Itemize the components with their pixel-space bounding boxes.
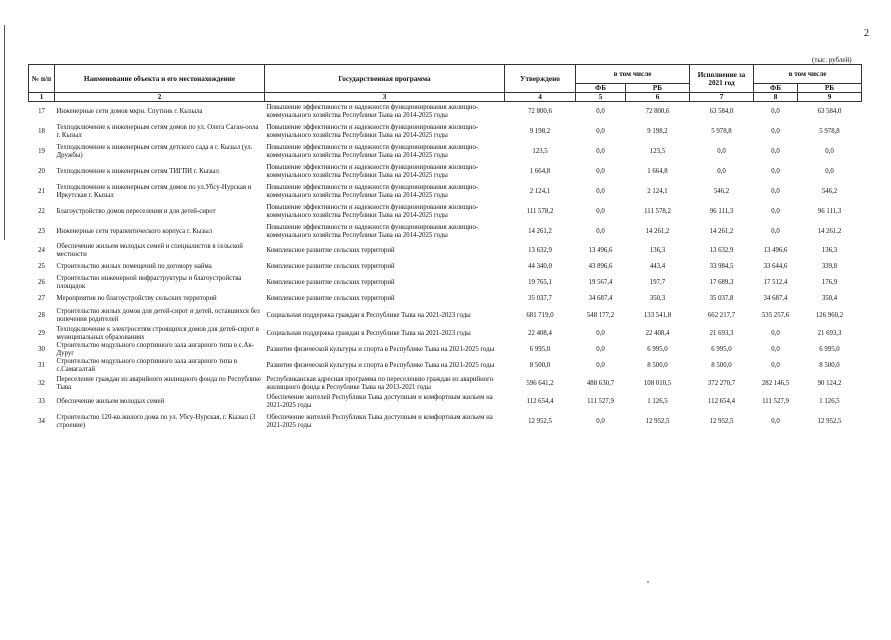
execution-value: 35 037,8	[709, 295, 734, 302]
rb-value: 72 800,6	[645, 108, 670, 115]
fb-value: 0,0	[596, 168, 605, 175]
object-name: Строительство 120-кв.жилого дома по ул. Убсу-Нурская, г. Кызыл (3 строение)	[56, 413, 256, 429]
col-number: 3	[265, 93, 505, 102]
exec-fb-value: 17 512,4	[763, 279, 788, 286]
fb-value: 0,0	[596, 346, 605, 353]
program-name: Обеспечение жителей Республики Тыва доступным и комфортным жильем на 2021-2025 годы	[266, 413, 493, 429]
rb-value: 1 664,8	[647, 168, 668, 175]
object-name: Техподключение к инженерным сетям детского сада в г. Кызыл (ул. Дружбы)	[56, 144, 253, 159]
exec-rb-value: 350,4	[821, 295, 838, 302]
exec-fb-value: 282 146,5	[761, 380, 790, 387]
units-label: (тыс. рублей)	[812, 56, 852, 64]
exec-fb-value: 0,0	[771, 362, 780, 369]
fb-value: 0,0	[596, 228, 605, 235]
row-number: 23	[38, 228, 45, 235]
program-name: Развитие физической культуры и спорта в Республике Тыва на 2021-2025 годы	[266, 346, 495, 353]
exec-fb-value: 0,0	[771, 148, 780, 155]
approved-value: 8 500,0	[529, 362, 551, 369]
table-row	[29, 222, 862, 242]
table-row	[29, 260, 862, 274]
table-row	[29, 374, 862, 394]
exec-rb-value: 14 261,2	[817, 228, 842, 235]
table-row	[29, 342, 862, 358]
approved-value: 111 578,2	[526, 208, 554, 215]
exec-fb-value: 0,0	[771, 168, 780, 175]
exec-rb-value: 1 126,5	[819, 398, 840, 405]
table-row	[29, 274, 862, 292]
objects-table	[28, 64, 862, 433]
rb-value: 2 124,1	[647, 188, 668, 195]
row-number: 24	[38, 247, 45, 254]
program-name: Социальная поддержка граждан в Республике Тыва на 2021-2023 годы	[266, 312, 471, 319]
row-number: 33	[38, 398, 45, 405]
execution-value: 33 984,5	[709, 263, 734, 270]
fb-value: 548 177,2	[586, 312, 615, 319]
fb-value: 0,0	[596, 417, 605, 425]
exec-rb-value: 63 584,0	[817, 108, 842, 115]
rb-value: 443,4	[649, 263, 666, 270]
execution-value: 12 952,5	[709, 417, 734, 425]
table-row	[29, 358, 862, 374]
exec-rb-value: 21 693,3	[817, 330, 842, 337]
program-name: Повышение эффективности и надежности функционирования жилищно-коммунального хозяйства Республики Тыва на 2014-2025 годы	[266, 184, 479, 199]
row-number: 22	[38, 208, 45, 215]
table-row	[29, 306, 862, 326]
exec-rb-value: 136,3	[821, 247, 838, 254]
row-number: 32	[38, 380, 45, 387]
fb-value: 0,0	[596, 330, 605, 337]
table-row	[29, 326, 862, 342]
object-name: Мероприятия по благоустройству сельских территорий	[56, 295, 217, 302]
table-row	[29, 410, 862, 433]
object-name: Техподключение к инженерным сетям домов по ул. Олега Саган-оола г. Кызыл	[56, 124, 259, 139]
rb-value: 108 010,5	[643, 380, 672, 387]
approved-value: 1 664,8	[529, 168, 551, 175]
fb-value: 0,0	[596, 128, 605, 135]
col-header-approved: Утверждено	[505, 65, 576, 93]
row-number: 30	[38, 346, 45, 353]
program-name: Развитие физической культуры и спорта в Республике Тыва на 2021-2025 годы	[266, 362, 495, 369]
table-row	[29, 162, 862, 182]
scan-speck	[647, 581, 649, 583]
program-name: Комплексное развитие сельских территорий	[266, 279, 395, 286]
rb-value: 350,3	[649, 295, 666, 302]
program-name: Обеспечение жителей Республики Тыва доступным и комфортным жильем на 2021-2025 годы	[266, 394, 493, 409]
approved-value: 123,5	[532, 148, 548, 155]
approved-value: 19 765,1	[528, 279, 552, 286]
exec-fb-value: 0,0	[771, 330, 780, 337]
program-name: Комплексное развитие сельских территорий	[266, 247, 395, 254]
exec-fb-value: 33 644,6	[763, 263, 788, 270]
object-name: Обеспечение жильем молодых семей и специалистов в сельской местности	[56, 243, 243, 258]
exec-rb-value: 12 952,5	[817, 417, 842, 425]
fb-value: 13 496,6	[588, 247, 613, 254]
col-number: 2	[55, 93, 265, 102]
fb-value: 0,0	[596, 188, 605, 195]
object-name: Благоустройство домов переселения и для детей-сирот	[56, 208, 216, 215]
execution-value: 662 217,7	[707, 312, 736, 319]
exec-fb-value: 0,0	[771, 417, 780, 425]
approved-value: 596 641,2	[526, 380, 554, 387]
object-name: Техподключение к инженерным сетям домов по ул.Убсу-Нурская и Иркутская г. Кызыл	[56, 184, 252, 199]
col-header-object: Наименование объекта и его местонахождение	[55, 65, 265, 93]
exec-fb-value: 0,0	[771, 346, 780, 353]
col-header-fb: ФБ	[576, 84, 626, 93]
exec-rb-value: 0,0	[825, 168, 834, 175]
object-name: Строительство модульного спортивного зала ангарного типа в с.Самагалтай	[56, 358, 238, 373]
fb-value: 0,0	[596, 208, 605, 215]
col-header-num: № п/п	[29, 65, 55, 93]
approved-value: 35 037,7	[528, 295, 552, 302]
col-number: 9	[798, 93, 862, 102]
execution-value: 13 632,9	[709, 247, 734, 254]
object-name: Техподключение к инженерным сетям ТИГПИ г. Кызыл	[56, 168, 219, 175]
col-number: 1	[29, 93, 55, 102]
col-header-execution: Исполнение за 2021 год	[690, 65, 754, 93]
object-name: Техподключение к электросетям строящихся домов для детей-сирот в муниципальных образованиях	[56, 326, 259, 341]
approved-value: 44 340,0	[528, 263, 552, 270]
approved-value: 112 654,4	[526, 398, 554, 405]
fb-value: 111 527,9	[587, 398, 614, 405]
approved-value: 13 632,9	[528, 247, 552, 254]
object-name: Инженерные сети домов мкрн. Спутник г. Кызыла	[56, 108, 203, 115]
rb-value: 111 578,2	[644, 208, 671, 215]
object-name: Строительство модульного спортивного зала ангарного типа в с.Ак-Дуруг	[56, 342, 254, 357]
program-name: Повышение эффективности и надежности функционирования жилищно-коммунального хозяйства Республики Тыва на 2014-2025 годы	[266, 164, 479, 179]
execution-value: 546,2	[713, 188, 730, 195]
rb-value: 136,3	[649, 247, 666, 254]
approved-value: 12 952,5	[528, 417, 552, 425]
exec-fb-value: 34 687,4	[763, 295, 788, 302]
table-row	[29, 394, 862, 410]
execution-value: 0,0	[717, 148, 726, 155]
approved-value: 14 261,2	[528, 228, 552, 235]
row-number: 26	[38, 279, 45, 286]
exec-fb-value: 0,0	[771, 228, 780, 235]
margin-rule	[4, 25, 5, 240]
row-number: 21	[38, 188, 45, 195]
column-numbers-row	[29, 93, 862, 102]
fb-value: 34 687,4	[588, 295, 613, 302]
exec-fb-value: 111 527,9	[762, 398, 789, 405]
exec-fb-value: 0,0	[771, 208, 780, 215]
exec-rb-value: 176,9	[821, 279, 838, 286]
fb-value: 43 896,6	[588, 263, 613, 270]
exec-fb-value: 535 257,6	[761, 312, 790, 319]
object-name: Переселение граждан из аварийного жилищного фонда по Республике Тыва	[56, 376, 261, 391]
exec-rb-value: 5 978,8	[819, 128, 840, 135]
program-name: Повышение эффективности и надежности функционирования жилищно-коммунального хозяйства Республики Тыва на 2014-2025 годы	[266, 204, 479, 219]
row-number: 25	[38, 263, 45, 270]
page-number: 2	[864, 28, 869, 39]
execution-value: 17 689,3	[709, 279, 734, 286]
rb-value: 6 995,0	[647, 346, 668, 353]
object-name: Обеспечение жильем молодых семей	[56, 398, 165, 405]
row-number: 18	[38, 128, 45, 135]
rb-value: 197,7	[649, 279, 666, 286]
table-row	[29, 102, 862, 123]
program-name: Повышение эффективности и надежности функционирования жилищно-коммунального хозяйства Республики Тыва на 2014-2025 годы	[266, 224, 479, 239]
col-header-program: Государственная программа	[265, 65, 505, 93]
program-name: Республиканская адресная программа по переселению граждан из аварийного жилищного фонда в Республике Тыва на 2013-2021 годы	[266, 376, 494, 391]
col-number: 6	[626, 93, 690, 102]
execution-value: 63 584,0	[709, 108, 734, 115]
fb-value: 0,0	[596, 108, 605, 115]
table-body	[29, 102, 862, 434]
row-number: 27	[38, 295, 45, 302]
col-number: 8	[754, 93, 798, 102]
approved-value: 72 800,6	[528, 108, 552, 115]
table-row	[29, 202, 862, 222]
col-number: 5	[576, 93, 626, 102]
rb-value: 133 541,8	[643, 312, 672, 319]
exec-fb-value: 0,0	[771, 108, 780, 115]
col-number: 7	[690, 93, 754, 102]
exec-fb-value: 13 496,6	[763, 247, 788, 254]
rb-value: 14 261,2	[645, 228, 670, 235]
rb-value: 12 952,5	[645, 417, 670, 425]
rb-value: 1 126,5	[647, 398, 668, 405]
row-number: 29	[38, 330, 45, 337]
fb-value: 488 630,7	[586, 380, 615, 387]
exec-fb-value: 0,0	[771, 188, 780, 195]
fb-value: 19 567,4	[588, 279, 613, 286]
col-header-exec-fb: ФБ	[754, 84, 798, 93]
exec-rb-value: 90 124,2	[817, 380, 842, 387]
rb-value: 123,5	[649, 148, 666, 155]
col-header-including-exec: в том числе	[754, 65, 862, 84]
object-name: Инженерные сети терапевтического корпуса г. Кызыл	[56, 228, 213, 235]
row-number: 17	[38, 108, 45, 115]
program-name: Повышение эффективности и надежности функционирования жилищно-коммунального хозяйства Республики Тыва на 2014-2025 годы	[266, 144, 479, 159]
rb-value: 22 408,4	[645, 330, 670, 337]
approved-value: 9 198,2	[529, 128, 551, 135]
execution-value: 5 978,8	[711, 128, 732, 135]
col-header-rb: РБ	[626, 84, 690, 93]
exec-fb-value: 0,0	[771, 128, 780, 135]
fb-value: 0,0	[596, 362, 605, 369]
exec-rb-value: 8 500,0	[819, 362, 840, 369]
fb-value: 0,0	[596, 148, 605, 155]
approved-value: 22 408,4	[528, 330, 552, 337]
program-name: Социальная поддержка граждан в Республике Тыва на 2021-2023 годы	[266, 330, 471, 337]
execution-value: 0,0	[717, 168, 726, 175]
execution-value: 8 500,0	[711, 362, 732, 369]
col-number: 4	[505, 93, 576, 102]
execution-value: 96 111,3	[709, 208, 734, 215]
table-row	[29, 182, 862, 202]
object-name: Строительство жилых помещений по договору найма	[56, 263, 212, 270]
rb-value: 9 198,2	[647, 128, 668, 135]
row-number: 19	[38, 148, 45, 155]
program-name: Повышение эффективности и надежности функционирования жилищно-коммунального хозяйства Республики Тыва на 2014-2025 годы	[266, 104, 479, 119]
execution-value: 372 270,7	[707, 380, 736, 387]
execution-value: 14 261,2	[709, 228, 734, 235]
table-row	[29, 292, 862, 306]
approved-value: 2 124,1	[529, 188, 551, 195]
exec-rb-value: 96 111,3	[817, 208, 842, 215]
exec-rb-value: 339,8	[821, 263, 838, 270]
exec-rb-value: 546,2	[821, 188, 838, 195]
execution-value: 21 693,3	[709, 330, 734, 337]
table-row	[29, 122, 862, 142]
program-name: Комплексное развитие сельских территорий	[266, 295, 395, 302]
program-name: Повышение эффективности и надежности функционирования жилищно-коммунального хозяйства Республики Тыва на 2014-2025 годы	[266, 124, 479, 139]
row-number: 28	[38, 312, 45, 319]
program-name: Комплексное развитие сельских территорий	[266, 263, 395, 270]
approved-value: 681 719,0	[526, 312, 554, 319]
table-row	[29, 242, 862, 260]
rb-value: 8 500,0	[647, 362, 668, 369]
col-header-including: в том числе	[576, 65, 690, 84]
execution-value: 112 654,4	[708, 398, 735, 405]
exec-rb-value: 6 995,0	[819, 346, 840, 353]
row-number: 20	[38, 168, 45, 175]
approved-value: 6 995,0	[529, 346, 551, 353]
table-row	[29, 142, 862, 162]
execution-value: 6 995,0	[711, 346, 732, 353]
col-header-exec-rb: РБ	[798, 84, 862, 93]
exec-rb-value: 0,0	[825, 148, 834, 155]
exec-rb-value: 126 960,2	[815, 312, 844, 319]
row-number: 31	[38, 362, 45, 369]
object-name: Строительство инженерной инфраструктуры и благоустройства площадок	[56, 275, 242, 290]
object-name: Строительство жилых домов для детей-сирот и детей, оставшихся без попечения родителей	[56, 308, 260, 323]
row-number: 34	[38, 417, 45, 425]
